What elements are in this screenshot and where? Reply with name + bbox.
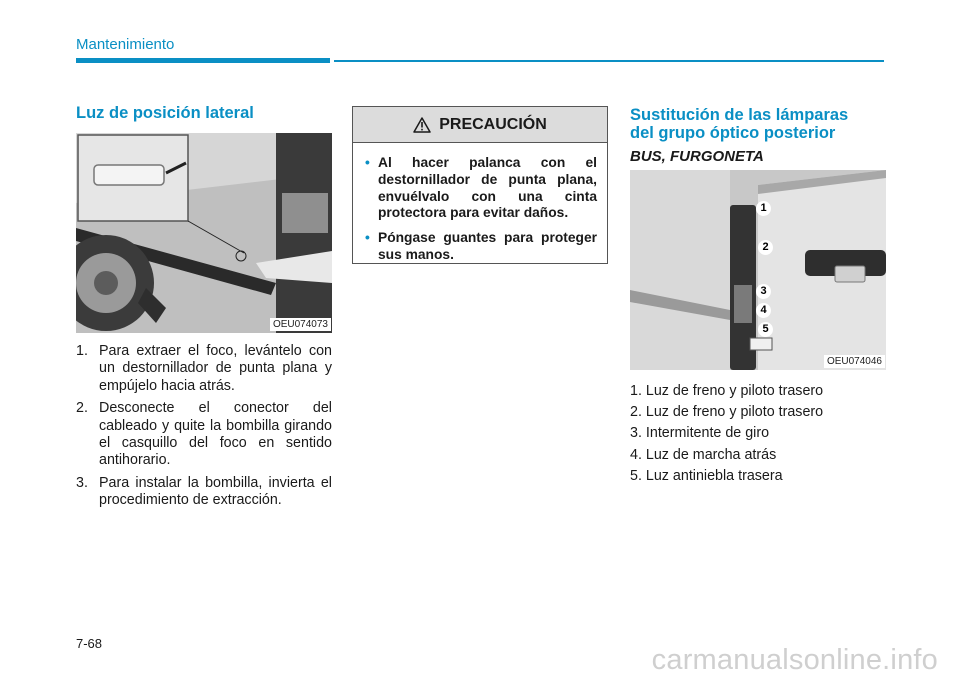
rear-lamp-list bbox=[630, 381, 823, 487]
side-marker-illustration bbox=[76, 133, 332, 333]
section-title: Mantenimiento bbox=[76, 36, 175, 53]
side-marker-figure bbox=[76, 133, 332, 333]
bullet-icon: • bbox=[365, 155, 370, 170]
caution-item-text: Póngase guantes para proteger sus manos. bbox=[378, 230, 597, 262]
caution-title: PRECAUCIÓN bbox=[439, 115, 547, 133]
step-item bbox=[76, 343, 332, 395]
warning-triangle-icon bbox=[413, 117, 431, 133]
step-text: Para instalar la bombilla, invierta el procedimiento de extracción. bbox=[99, 474, 332, 509]
page-number: 7-68 bbox=[76, 636, 103, 651]
rear-lamp-illustration bbox=[630, 170, 886, 370]
callout-1: 1 bbox=[756, 201, 771, 216]
side-marker-figure-code: OEU074073 bbox=[270, 318, 331, 331]
callout-5: 5 bbox=[758, 322, 773, 337]
rear-lamp-heading bbox=[630, 106, 848, 142]
caution-box bbox=[352, 106, 608, 264]
lamp-item: 1. Luz de freno y piloto trasero bbox=[630, 383, 824, 399]
vehicle-type-subheading: BUS, FURGONETA bbox=[630, 148, 764, 165]
lamp-item: 3. Intermitente de giro bbox=[630, 425, 770, 442]
rear-lamp-figure-code: OEU074046 bbox=[824, 355, 885, 368]
bullet-icon: • bbox=[365, 230, 370, 246]
rear-lamp-heading-line1: Sustitución de las lámparas bbox=[630, 106, 849, 124]
step-text: Desconecte el conector del cableado y quite la bombilla girando el casquillo del foco en sentido antihorario. bbox=[99, 400, 332, 469]
caution-item bbox=[365, 155, 597, 222]
lamp-item: 4. Luz de marcha atrás bbox=[630, 446, 777, 463]
caution-item bbox=[365, 230, 597, 264]
side-marker-heading: Luz de posición lateral bbox=[76, 104, 254, 122]
header-rule-thin bbox=[334, 60, 884, 62]
side-marker-steps bbox=[76, 343, 332, 515]
caution-item-text: Al hacer palanca con el destornillador de punta plana, envuélvalo con una cinta protectora para evitar daños. bbox=[378, 155, 597, 221]
header-rule-thick bbox=[76, 58, 330, 63]
watermark: carmanualsonline.info bbox=[651, 644, 938, 676]
callout-4: 4 bbox=[756, 303, 771, 318]
caution-list bbox=[353, 143, 607, 264]
lamp-item: 2. Luz de freno y piloto trasero bbox=[630, 404, 824, 421]
step-number: 3. bbox=[76, 474, 88, 491]
step-number: 2. bbox=[76, 400, 88, 417]
step-item bbox=[76, 400, 332, 470]
rear-lamp-figure bbox=[630, 170, 886, 370]
callout-3: 3 bbox=[756, 284, 771, 299]
caution-header bbox=[353, 107, 607, 143]
step-text: Para extraer el foco, levántelo con un destornillador de punta plana y empújelo hacia atrás. bbox=[99, 343, 332, 394]
lamp-item: 5. Luz antiniebla trasera bbox=[630, 467, 783, 484]
step-number: 1. bbox=[76, 343, 88, 359]
callout-2: 2 bbox=[758, 240, 773, 255]
rear-lamp-heading-line2: del grupo óptico posterior bbox=[630, 124, 836, 142]
step-item bbox=[76, 475, 332, 510]
